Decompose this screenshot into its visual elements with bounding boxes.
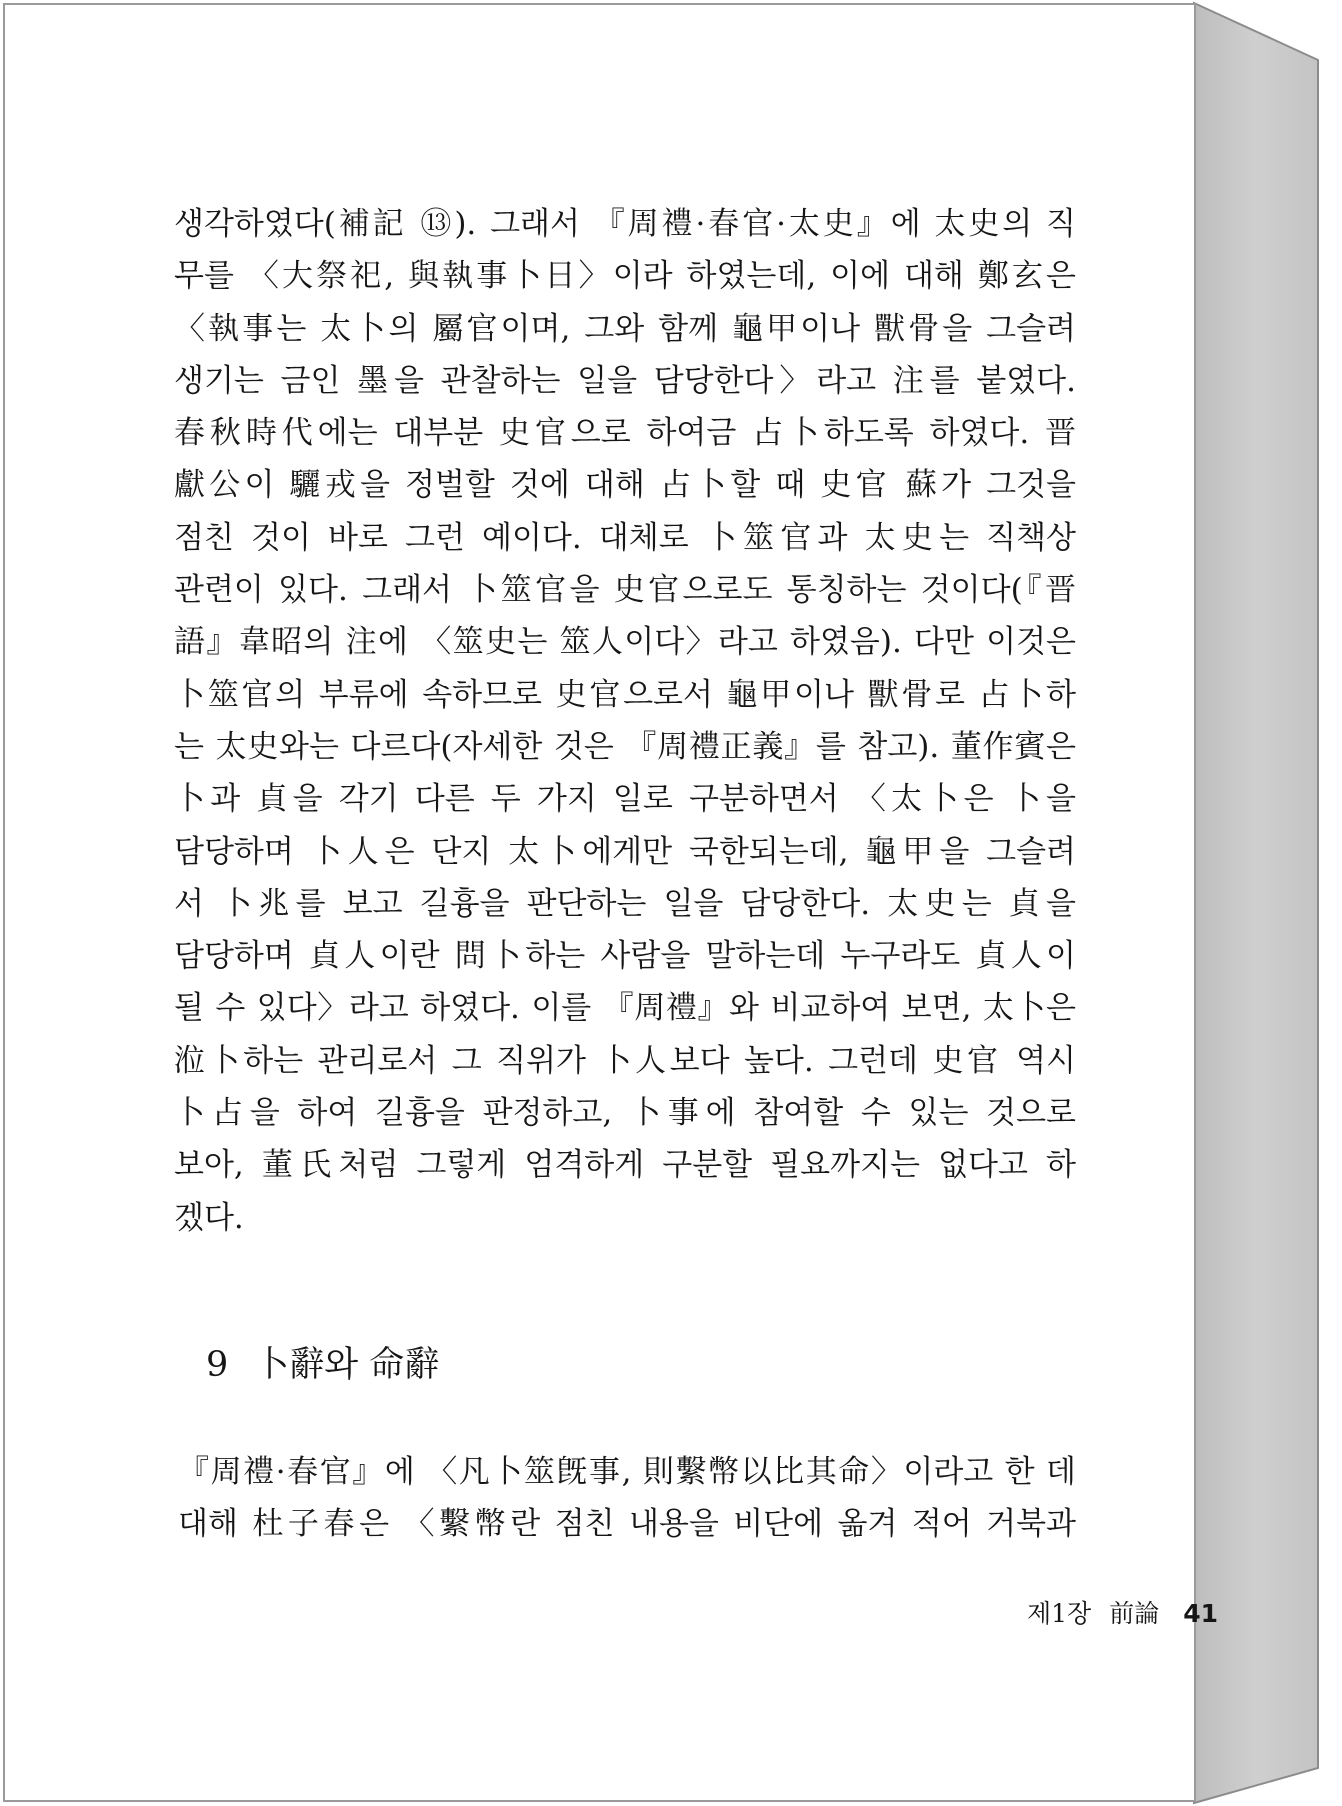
text-line: 담당하며 卜人은 단지 太卜에게만 국한되는데, 龜甲을 그슬려 <box>174 833 1076 870</box>
text-line: 獻公이 驪戎을 정벌할 것에 대해 占卜할 때 史官 蘇가 그것을 <box>174 467 1076 504</box>
text-line: 語』韋昭의 注에 〈筮史는 筮人이다〉라고 하였음). 다만 이것은 <box>174 624 1076 661</box>
text-line: 보아, 董氏처럼 그렇게 엄격하게 구분할 필요까지는 없다고 하 <box>174 1147 1076 1184</box>
footer-chapter: 제1장 <box>1026 1599 1092 1628</box>
text-line: 春秋時代에는 대부분 史官으로 하여금 占卜하도록 하였다. 晋 <box>174 415 1076 452</box>
text-line: 생각하였다(補記 ⑬). 그래서 『周禮·春官·太史』에 太史의 직 <box>174 206 1076 242</box>
body-paragraph <box>174 198 1076 1244</box>
text-line: 될 수 있다〉라고 하였다. 이를 『周禮』와 비교하여 보면, 太卜은 <box>174 990 1076 1027</box>
text-line: 卜과 貞을 각기 다른 두 가지 일로 구분하면서 〈太卜은 卜을 <box>174 781 1076 818</box>
page-number: 41 <box>1183 1599 1218 1628</box>
text-line: 무를 〈大祭祀, 與執事卜日〉이라 하였는데, 이에 대해 鄭玄은 <box>174 258 1076 295</box>
text-line: 관련이 있다. 그래서 卜筮官을 史官으로도 통칭하는 것이다(『晋 <box>174 572 1076 609</box>
text-line: 〈執事는 太卜의 屬官이며, 그와 함께 龜甲이나 獸骨을 그슬려 <box>174 310 1076 347</box>
text-line: 『周禮·春官』에 〈凡卜筮旣事, 則繫幣以比其命〉이라고 한 데 <box>178 1454 1076 1490</box>
text-line: 卜筮官의 부류에 속하므로 史官으로서 龜甲이나 獸骨로 占卜하 <box>174 676 1076 713</box>
page-footer <box>1027 1596 1218 1632</box>
text-line: 대해 杜子春은 〈繫幣란 점친 내용을 비단에 옮겨 적어 거북과 <box>178 1506 1076 1543</box>
text-line: 는 太史와는 다르다(자세한 것은 『周禮正義』를 참고). 董作賓은 <box>174 728 1076 765</box>
text-line: 생기는 금인 墨을 관찰하는 일을 담당한다〉라고 注를 붙였다. <box>174 362 1076 399</box>
text-line: 涖卜하는 관리로서 그 직위가 卜人보다 높다. 그런데 史官 역시 <box>174 1042 1076 1079</box>
section-number: 9 <box>206 1345 229 1385</box>
text-line: 점친 것이 바로 그런 예이다. 대체로 卜筮官과 太史는 직책상 <box>174 519 1076 556</box>
text-line: 겠다. <box>174 1199 244 1236</box>
text-line: 담당하며 貞人이란 問卜하는 사람을 말하는데 누구라도 貞人이 <box>174 938 1076 975</box>
section-paragraph <box>178 1446 1076 1551</box>
footer-section: 前論 <box>1109 1599 1160 1628</box>
section-heading <box>206 1338 439 1392</box>
text-line: 서 卜兆를 보고 길흉을 판단하는 일을 담당한다. 太史는 貞을 <box>174 885 1076 922</box>
section-title: 卜辭와 命辭 <box>254 1345 440 1385</box>
text-line: 卜占을 하여 길흉을 판정하고, 卜事에 참여할 수 있는 것으로 <box>174 1095 1076 1132</box>
